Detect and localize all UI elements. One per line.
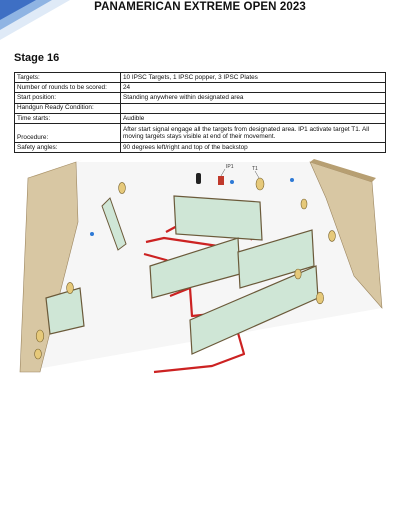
- ipsc-target: [256, 178, 264, 190]
- row-label: Procedure:: [15, 123, 121, 142]
- row-label: Number of rounds to be scored:: [15, 83, 121, 93]
- row-label: Handgun Ready Condition:: [15, 103, 121, 113]
- row-value: 90 degrees left/right and top of the backstop: [121, 143, 386, 153]
- table-row: [15, 83, 386, 93]
- ipsc-target: [316, 292, 323, 304]
- steel-plate: [230, 180, 234, 184]
- row-value: 10 IPSC Targets, 1 IPSC popper, 3 IPSC Plates: [121, 73, 386, 83]
- callout-ip1: IP1: [226, 164, 234, 170]
- row-label: Start position:: [15, 93, 121, 103]
- row-value: Audible: [121, 113, 386, 123]
- table-row: [15, 143, 386, 153]
- row-value: 24: [121, 83, 386, 93]
- stage-heading: Stage 16: [14, 52, 60, 64]
- stage-layout-diagram: [14, 158, 386, 378]
- row-value: [121, 103, 386, 113]
- table-row: [15, 123, 386, 142]
- ipsc-target: [119, 182, 126, 193]
- ipsc-target: [301, 199, 307, 209]
- row-label: Targets:: [15, 73, 121, 83]
- table-row: [15, 103, 386, 113]
- ipsc-target: [35, 349, 42, 359]
- row-label: Safety angles:: [15, 143, 121, 153]
- row-label: Time starts:: [15, 113, 121, 123]
- steel-plate: [290, 178, 294, 182]
- stage-details-table: [14, 72, 386, 153]
- callout-t1: T1: [252, 166, 258, 172]
- table-row: [15, 73, 386, 83]
- table-row: [15, 113, 386, 123]
- ipsc-target: [67, 282, 74, 293]
- row-value: After start signal engage all the targets from designated area. IP1 activate target T1. All moving targets stays visible at end of their movement.: [121, 123, 386, 142]
- activator-ip1: [218, 176, 224, 185]
- ipsc-target: [295, 269, 301, 279]
- barrier-panel: [174, 196, 262, 240]
- row-value: Standing anywhere within designated area: [121, 93, 386, 103]
- steel-plate: [90, 232, 94, 236]
- table-row: [15, 93, 386, 103]
- page-title: PANAMERICAN EXTREME OPEN 2023: [94, 1, 306, 13]
- ipsc-target: [329, 231, 336, 242]
- ipsc-target: [36, 330, 44, 342]
- popper-target: [196, 173, 201, 184]
